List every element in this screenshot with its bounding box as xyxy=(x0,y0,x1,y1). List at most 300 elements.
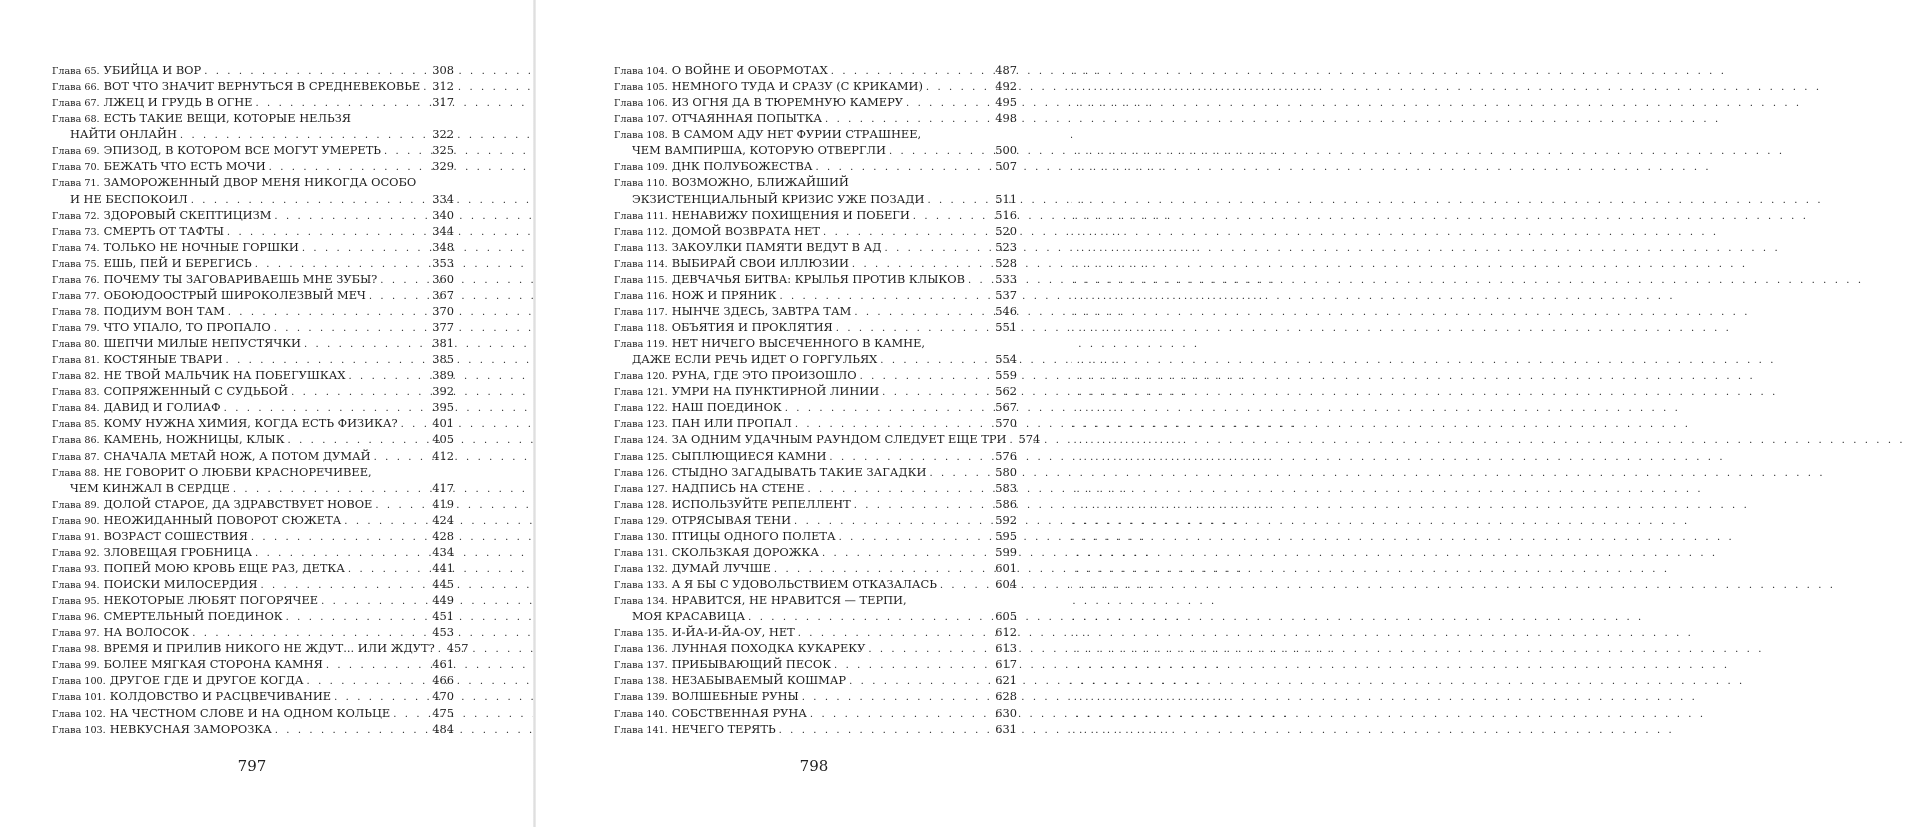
chapter-number: Глава 98. xyxy=(52,644,100,656)
chapter-page: 434 xyxy=(432,544,454,559)
right-page xyxy=(536,0,1071,827)
chapter-number: Глава 104. xyxy=(614,66,668,77)
chapter-title: ПТИЦЫ ОДНОГО ПОЛЕТА xyxy=(671,528,836,543)
chapter-page: 601 xyxy=(995,560,1017,575)
chapter-number: Глава 78. xyxy=(52,306,100,318)
chapter-title: СЫПЛЮЩИЕСЯ КАМНИ xyxy=(671,448,827,463)
chapter-page: 592 xyxy=(995,512,1017,527)
chapter-number: Глава 96. xyxy=(52,612,100,624)
toc-entry xyxy=(614,62,1017,78)
chapter-title: КОСТЯНЫЕ ТВАРИ xyxy=(103,352,223,367)
chapter-page: 389 xyxy=(432,368,454,383)
toc-entry xyxy=(52,415,454,431)
chapter-title: НЕЧЕГО ТЕРЯТЬ xyxy=(671,721,776,736)
chapter-page: 562 xyxy=(995,384,1017,399)
chapter-title: КОЛДОВСТВО И РАСЦВЕЧИВАНИЕ xyxy=(109,689,332,704)
chapter-number: Глава 68. xyxy=(52,114,100,126)
chapter-number: Глава 102. xyxy=(52,708,106,720)
chapter-number: Глава 90. xyxy=(52,515,100,527)
table-of-contents xyxy=(52,62,469,737)
chapter-page: 617 xyxy=(995,657,1017,672)
chapter-title: ВЫБИРАЙ СВОИ ИЛЛЮЗИИ xyxy=(671,255,849,270)
toc-entry xyxy=(52,223,454,239)
chapter-title: НАДПИСЬ НА СТЕНЕ xyxy=(671,480,805,495)
dot-leader xyxy=(880,353,992,369)
toc-entry xyxy=(52,624,454,640)
chapter-number: Глава 87. xyxy=(52,451,100,463)
chapter-number: Глава 93. xyxy=(52,563,100,575)
chapter-title: НРАВИТСЯ, НЕ НРАВИТСЯ — ТЕРПИ, xyxy=(671,593,907,608)
chapter-page: 377 xyxy=(432,320,454,334)
chapter-number: Глава 122. xyxy=(614,403,668,415)
toc-entry xyxy=(614,223,1017,239)
chapter-page: 445 xyxy=(432,577,454,591)
chapter-number: Глава 130. xyxy=(614,531,668,543)
chapter-number: Глава 129. xyxy=(614,515,668,527)
toc-entry xyxy=(52,431,454,447)
chapter-page: 516 xyxy=(995,207,1017,222)
chapter-title: ЗАМОРОЖЕННЫЙ ДВОР МЕНЯ НИКОГДА ОСОБО xyxy=(103,175,417,190)
chapter-title: ЧТО УПАЛО, ТО ПРОПАЛО xyxy=(103,320,271,334)
chapter-title-continuation: И НЕ БЕСПОКОИЛ xyxy=(70,191,188,206)
chapter-page: 551 xyxy=(995,320,1017,334)
dot-leader xyxy=(849,674,992,690)
chapter-title: ВОТ ЧТО ЗНАЧИТ ВЕРНУТЬСЯ В СРЕДНЕВЕКОВЬЕ xyxy=(103,79,421,94)
chapter-page: 507 xyxy=(995,159,1017,174)
toc-entry xyxy=(614,110,1017,126)
toc-entry xyxy=(614,656,1017,672)
chapter-title: ВОЗРАСТ СОШЕСТВИЯ xyxy=(103,528,248,543)
chapter-page: 367 xyxy=(432,287,454,302)
chapter-page: 461 xyxy=(432,657,454,672)
chapter-page: 511 xyxy=(995,191,1017,206)
dot-leader xyxy=(779,723,993,739)
chapter-title: ЗДОРОВЫЙ СКЕПТИЦИЗМ xyxy=(103,207,272,222)
toc-entry xyxy=(52,672,454,688)
chapter-title: НЕВКУСНАЯ ЗАМОРОЗКА xyxy=(109,721,272,736)
dot-leader xyxy=(291,385,429,401)
chapter-page: 405 xyxy=(432,432,454,447)
toc-entry xyxy=(52,255,454,271)
toc-entry xyxy=(614,592,1017,608)
toc-entry xyxy=(614,335,1017,351)
dot-leader xyxy=(906,96,992,112)
chapter-title: ОБЪЯТИЯ И ПРОКЛЯТИЯ xyxy=(671,320,833,334)
chapter-page: 370 xyxy=(432,303,454,318)
chapter-title: ПОПЕЙ МОЮ КРОВЬ ЕЩЕ РАЗ, ДЕТКА xyxy=(103,560,345,575)
chapter-title: ПОИСКИ МИЛОСЕРДИЯ xyxy=(103,577,258,591)
toc-entry xyxy=(52,705,454,721)
chapter-number: Глава 83. xyxy=(52,387,100,399)
chapter-page: 559 xyxy=(995,368,1017,383)
dot-leader xyxy=(913,209,992,225)
chapter-page: 428 xyxy=(432,528,454,543)
chapter-page: 613 xyxy=(995,641,1017,656)
chapter-page: 334 xyxy=(432,191,454,206)
chapter-title: ТОЛЬКО НЕ НОЧНЫЕ ГОРШКИ xyxy=(103,239,299,254)
chapter-title-continuation: ЭКЗИСТЕНЦИАЛЬНЫЙ КРИЗИС УЖЕ ПОЗАДИ xyxy=(632,191,925,206)
chapter-page: 419 xyxy=(432,496,454,511)
dot-leader xyxy=(926,80,992,96)
toc-entry xyxy=(614,78,1017,94)
dot-leader xyxy=(274,209,429,225)
dot-leader xyxy=(940,578,992,594)
chapter-title: ПРИБЫВАЮЩИЙ ПЕСОК xyxy=(671,657,832,672)
toc-entry xyxy=(52,528,454,544)
chapter-page: 520 xyxy=(995,223,1017,238)
dot-leader xyxy=(275,723,430,739)
chapter-title: НЕМНОГО ТУДА И СРАЗУ (С КРИКАМИ) xyxy=(671,79,923,94)
chapter-number: Глава 79. xyxy=(52,323,100,334)
toc-entry xyxy=(614,560,1017,576)
toc-entry-continuation xyxy=(614,191,1017,207)
chapter-page: 484 xyxy=(432,721,454,736)
dot-leader xyxy=(348,369,429,385)
dot-leader xyxy=(822,546,992,562)
toc-entry xyxy=(614,255,1017,271)
chapter-title: СОБСТВЕННАЯ РУНА xyxy=(671,705,807,720)
chapter-title: ДНК ПОЛУБОЖЕСТВА xyxy=(671,159,813,174)
chapter-number: Глава 114. xyxy=(614,258,668,270)
chapter-number: Глава 106. xyxy=(614,98,668,110)
chapter-number: Глава 116. xyxy=(614,290,668,302)
chapter-number: Глава 133. xyxy=(614,580,668,591)
chapter-page: 475 xyxy=(432,705,454,720)
chapter-title: О ВОЙНЕ И ОБОРМОТАХ xyxy=(671,63,828,77)
chapter-page: 487 xyxy=(995,63,1017,77)
toc-entry xyxy=(614,448,1017,464)
chapter-number: Глава 65. xyxy=(52,66,100,77)
chapter-title: НЕКОТОРЫЕ ЛЮБЯТ ПОГОРЯЧЕЕ xyxy=(103,593,319,608)
toc-entry xyxy=(614,512,1017,528)
dot-leader xyxy=(927,193,992,209)
page-number: 798 xyxy=(799,757,829,775)
chapter-number: Глава 139. xyxy=(614,692,668,704)
chapter-page: 498 xyxy=(995,111,1017,126)
chapter-number: Глава 75. xyxy=(52,258,100,270)
chapter-title: НЕ ТВОЙ МАЛЬЧИК НА ПОБЕГУШКАХ xyxy=(103,368,346,383)
chapter-number: Глава 115. xyxy=(614,274,668,286)
chapter-title: СОПРЯЖЕННЫЙ С СУДЬБОЙ xyxy=(103,384,289,399)
toc-entry xyxy=(614,672,1017,688)
toc-entry xyxy=(614,367,1017,383)
chapter-page: 631 xyxy=(995,721,1017,736)
toc-entry xyxy=(52,110,454,126)
chapter-number: Глава 91. xyxy=(52,531,100,543)
chapter-page: 457 xyxy=(446,641,469,656)
toc-entry xyxy=(52,351,454,367)
chapter-page: 395 xyxy=(432,400,454,415)
chapter-number: Глава 101. xyxy=(52,692,106,704)
toc-entry xyxy=(52,174,454,190)
chapter-number: Глава 125. xyxy=(614,451,668,463)
chapter-number: Глава 95. xyxy=(52,596,100,608)
chapter-page: 630 xyxy=(995,705,1017,720)
chapter-title: НАШ ПОЕДИНОК xyxy=(671,400,782,415)
chapter-number: Глава 138. xyxy=(614,676,668,688)
chapter-page: 424 xyxy=(432,512,454,527)
chapter-page: 312 xyxy=(432,79,454,94)
chapter-title: ПОЧЕМУ ТЫ ЗАГОВАРИВАЕШЬ МНЕ ЗУБЫ? xyxy=(103,271,378,286)
chapter-number: Глава 84. xyxy=(52,403,100,415)
toc-entry xyxy=(614,399,1017,415)
chapter-title: НЕНАВИЖУ ПОХИЩЕНИЯ И ПОБЕГИ xyxy=(671,207,910,222)
chapter-title: ВОЗМОЖНО, БЛИЖАЙШИЙ xyxy=(671,175,849,190)
chapter-number: Глава 88. xyxy=(52,467,100,479)
chapter-page: 595 xyxy=(995,528,1017,543)
chapter-number: Глава 72. xyxy=(52,210,100,222)
dot-leader xyxy=(968,273,992,289)
chapter-title: ДОЛОЙ СТАРОЕ, ДА ЗДРАВСТВУЕТ НОВОЕ xyxy=(103,496,373,511)
toc-entry xyxy=(614,303,1017,319)
chapter-title: БЕЖАТЬ ЧТО ЕСТЬ МОЧИ xyxy=(103,159,266,174)
chapter-page: 500 xyxy=(995,143,1017,158)
toc-entry xyxy=(614,496,1017,512)
toc-entry xyxy=(614,287,1017,303)
chapter-page: 360 xyxy=(432,271,454,286)
chapter-title: ЗА ОДНИМ УДАЧНЫМ РАУНДОМ СЛЕДУЕТ ЕЩЕ ТРИ xyxy=(671,432,1007,447)
chapter-title: СНАЧАЛА МЕТАЙ НОЖ, А ПОТОМ ДУМАЙ xyxy=(103,448,371,463)
chapter-page: 605 xyxy=(995,609,1017,624)
dot-leader xyxy=(384,144,429,160)
chapter-number: Глава 69. xyxy=(52,146,100,158)
chapter-page: 340 xyxy=(432,207,454,222)
chapter-title: ЕСТЬ ТАКИЕ ВЕЩИ, КОТОРЫЕ НЕЛЬЗЯ xyxy=(103,111,351,126)
chapter-title: ВРЕМЯ И ПРИЛИВ НИКОГО НЕ ЖДУТ... ИЛИ ЖДУТ? xyxy=(103,641,435,656)
toc-entry xyxy=(614,544,1017,560)
chapter-number: Глава 92. xyxy=(52,547,100,559)
chapter-number: Глава 137. xyxy=(614,660,668,672)
toc-entry xyxy=(614,271,1017,287)
chapter-title: ДУМАЙ ЛУЧШЕ xyxy=(671,560,771,575)
chapter-page: 441 xyxy=(432,560,454,575)
chapter-title: И-ЙА-И-ЙА-ОУ, НЕТ xyxy=(671,625,795,640)
chapter-page: 353 xyxy=(432,255,454,270)
chapter-page: 621 xyxy=(995,673,1017,688)
chapter-page: 570 xyxy=(995,416,1017,431)
toc-entry xyxy=(614,415,1017,431)
chapter-title: ШЕПЧИ МИЛЫЕ НЕПУСТЯЧКИ xyxy=(103,336,301,351)
dot-leader xyxy=(785,401,993,417)
chapter-page: 567 xyxy=(995,400,1017,415)
chapter-number: Глава 131. xyxy=(614,547,668,559)
chapter-title: НОЖ И ПРЯНИК xyxy=(671,287,777,302)
chapter-title: ОТЧАЯННАЯ ПОПЫТКА xyxy=(671,111,823,126)
dot-leader xyxy=(369,289,429,305)
chapter-page: 628 xyxy=(995,689,1017,704)
toc-entry xyxy=(614,576,1017,592)
toc-entry xyxy=(52,383,454,399)
chapter-number: Глава 112. xyxy=(614,226,668,238)
chapter-number: Глава 126. xyxy=(614,467,668,479)
chapter-number: Глава 124. xyxy=(614,435,668,447)
chapter-title: ПОДИУМ ВОН ТАМ xyxy=(103,303,225,318)
toc-entry xyxy=(52,656,454,672)
chapter-page: 580 xyxy=(995,464,1017,479)
chapter-number: Глава 76. xyxy=(52,274,100,286)
chapter-title: ЭПИЗОД, В КОТОРОМ ВСЕ МОГУТ УМЕРЕТЬ xyxy=(103,143,381,158)
toc-entry xyxy=(614,158,1017,174)
chapter-number: Глава 73. xyxy=(52,226,100,238)
chapter-page: 453 xyxy=(432,625,454,640)
chapter-number: Глава 85. xyxy=(52,419,100,431)
dot-leader xyxy=(380,273,429,289)
chapter-title: СМЕРТЬ ОТ ТАФТЫ xyxy=(103,223,224,238)
dot-leader xyxy=(302,241,429,257)
chapter-title: ПАН ИЛИ ПРОПАЛ xyxy=(671,416,792,431)
toc-entry xyxy=(52,78,454,94)
chapter-page: 537 xyxy=(995,287,1017,302)
chapter-number: Глава 77. xyxy=(52,290,100,302)
chapter-title: ДОМОЙ ВОЗВРАТА НЕТ xyxy=(671,223,821,238)
toc-entry xyxy=(614,705,1017,721)
toc-entry xyxy=(614,721,1017,737)
chapter-page: 586 xyxy=(995,496,1017,511)
chapter-page: 574 xyxy=(1018,432,1041,447)
chapter-title: НА ВОЛОСОК xyxy=(103,625,190,640)
chapter-number: Глава 94. xyxy=(52,580,100,591)
chapter-page: 612 xyxy=(995,625,1017,640)
toc-entry xyxy=(52,496,454,512)
toc-entry xyxy=(52,576,454,592)
toc-entry-continuation xyxy=(614,351,1017,367)
chapter-page: 576 xyxy=(995,448,1017,463)
toc-entry xyxy=(614,640,1017,656)
chapter-page: 546 xyxy=(995,303,1017,318)
toc-entry-line xyxy=(52,721,454,739)
chapter-title: СКОЛЬЗКАЯ ДОРОЖКА xyxy=(671,544,819,559)
chapter-page: 322 xyxy=(432,127,454,142)
dot-leader xyxy=(286,610,430,626)
chapter-number: Глава 127. xyxy=(614,483,668,495)
chapter-title: ОБОЮДООСТРЫЙ ШИРОКОЛЕЗВЫЙ МЕЧ xyxy=(103,287,366,302)
chapter-title: ЗАКОУЛКИ ПАМЯТИ ВЕДУТ В АД xyxy=(671,239,882,254)
chapter-page: 317 xyxy=(432,95,454,110)
toc-entry xyxy=(52,560,454,576)
chapter-number: Глава 117. xyxy=(614,306,668,318)
toc-entry xyxy=(614,431,1041,447)
toc-entry xyxy=(614,480,1017,496)
toc-entry xyxy=(614,464,1017,480)
chapter-number: Глава 81. xyxy=(52,355,100,367)
chapter-number: Глава 74. xyxy=(52,242,100,254)
chapter-title: НЕЗАБЫВАЕМЫЙ КОШМАР xyxy=(671,673,847,688)
chapter-title: ИСПОЛЬЗУЙТЕ РЕПЕЛЛЕНТ xyxy=(671,496,851,511)
toc-entry xyxy=(52,287,454,303)
chapter-number: Глава 67. xyxy=(52,98,100,110)
chapter-title: НЕТ НИЧЕГО ВЫСЕЧЕННОГО В КАМНЕ, xyxy=(671,336,926,351)
chapter-page: 451 xyxy=(432,609,454,624)
chapter-title: СМЕРТЕЛЬНЫЙ ПОЕДИНОК xyxy=(103,609,283,624)
chapter-number: Глава 141. xyxy=(614,724,668,736)
chapter-page: 523 xyxy=(995,239,1017,254)
chapter-number: Глава 111. xyxy=(614,210,668,222)
chapter-number: Глава 123. xyxy=(614,419,668,431)
dot-leader xyxy=(802,690,993,706)
toc-entry xyxy=(52,721,454,737)
toc-entry xyxy=(52,207,454,223)
dot-leader xyxy=(854,305,992,321)
chapter-page: 392 xyxy=(432,384,454,399)
dot-leader xyxy=(839,530,993,546)
toc-entry xyxy=(52,94,454,110)
dot-leader xyxy=(344,514,429,530)
dot-leader xyxy=(868,642,992,658)
toc-entry xyxy=(52,688,454,704)
chapter-title: ДРУГОЕ ГДЕ И ДРУГОЕ КОГДА xyxy=(109,673,304,688)
chapter-title: ЗЛОВЕЩАЯ ГРОБНИЦА xyxy=(103,544,253,559)
chapter-number: Глава 134. xyxy=(614,596,668,608)
chapter-page: 385 xyxy=(432,352,454,367)
chapter-number: Глава 113. xyxy=(614,242,668,254)
chapter-number: Глава 82. xyxy=(52,371,100,383)
toc-entry xyxy=(614,319,1017,335)
toc-entry-continuation xyxy=(614,142,1017,158)
toc-entry xyxy=(614,528,1017,544)
toc-entry xyxy=(52,239,454,255)
dot-leader xyxy=(854,498,993,514)
chapter-title: РУНА, ГДЕ ЭТО ПРОИЗОШЛО xyxy=(671,368,857,383)
toc-entry xyxy=(52,399,454,415)
chapter-number: Глава 118. xyxy=(614,323,668,334)
chapter-page: 329 xyxy=(432,159,454,174)
chapter-number: Глава 86. xyxy=(52,435,100,447)
chapter-title: ЛУННАЯ ПОХОДКА КУКАРЕКУ xyxy=(671,641,866,656)
dot-leader xyxy=(321,594,429,610)
chapter-page: 533 xyxy=(995,271,1017,286)
toc-entry xyxy=(614,383,1017,399)
chapter-title: НЕ ГОВОРИТ О ЛЮБВИ КРАСНОРЕЧИВЕЕ, xyxy=(103,464,372,479)
chapter-title: БОЛЕЕ МЯГКАЯ СТОРОНА КАМНЯ xyxy=(103,657,323,672)
toc-entry xyxy=(52,271,454,287)
toc-entry xyxy=(52,512,454,528)
chapter-title: ДАВИД И ГОЛИАФ xyxy=(103,400,221,415)
chapter-title: УБИЙЦА И ВОР xyxy=(103,63,202,77)
chapter-number: Глава 99. xyxy=(52,660,100,672)
chapter-page: 308 xyxy=(432,63,454,77)
chapter-title-continuation: ЧЕМ КИНЖАЛ В СЕРДЦЕ xyxy=(70,480,230,495)
chapter-number: Глава 71. xyxy=(52,178,100,190)
toc-entry xyxy=(614,174,1017,190)
toc-entry xyxy=(52,62,454,78)
chapter-number: Глава 80. xyxy=(52,339,100,351)
chapter-number: Глава 97. xyxy=(52,628,100,640)
chapter-number: Глава 121. xyxy=(614,387,668,399)
chapter-page: 466 xyxy=(432,673,454,688)
chapter-page: 604 xyxy=(995,577,1017,591)
toc-entry xyxy=(614,624,1017,640)
table-of-contents xyxy=(614,62,1041,737)
chapter-title-continuation: ДАЖЕ ЕСЛИ РЕЧЬ ИДЕТ О ГОРГУЛЬЯХ xyxy=(632,352,878,367)
toc-entry-continuation xyxy=(614,608,1017,624)
toc-entry xyxy=(52,592,454,608)
toc-entry xyxy=(52,158,454,174)
chapter-title: ДЕВЧАЧЬЯ БИТВА: КРЫЛЬЯ ПРОТИВ КЛЫКОВ xyxy=(671,271,965,286)
chapter-number: Глава 103. xyxy=(52,724,106,736)
chapter-title-continuation: МОЯ КРАСАВИЦА xyxy=(632,609,746,624)
chapter-page: 412 xyxy=(432,448,454,463)
toc-entry xyxy=(52,335,454,351)
toc-entry-continuation xyxy=(52,191,454,207)
chapter-page: 401 xyxy=(432,416,454,431)
chapter-title: ОТРЯСЫВАЯ ТЕНИ xyxy=(671,512,792,527)
chapter-page: 381 xyxy=(432,336,454,351)
chapter-title: УМРИ НА ПУНКТИРНОЙ ЛИНИИ xyxy=(671,384,880,399)
dot-leader xyxy=(929,466,992,482)
chapter-title: НЕОЖИДАННЫЙ ПОВОРОТ СЮЖЕТА xyxy=(103,512,342,527)
toc-entry xyxy=(614,688,1017,704)
chapter-page: 348 xyxy=(432,239,454,254)
